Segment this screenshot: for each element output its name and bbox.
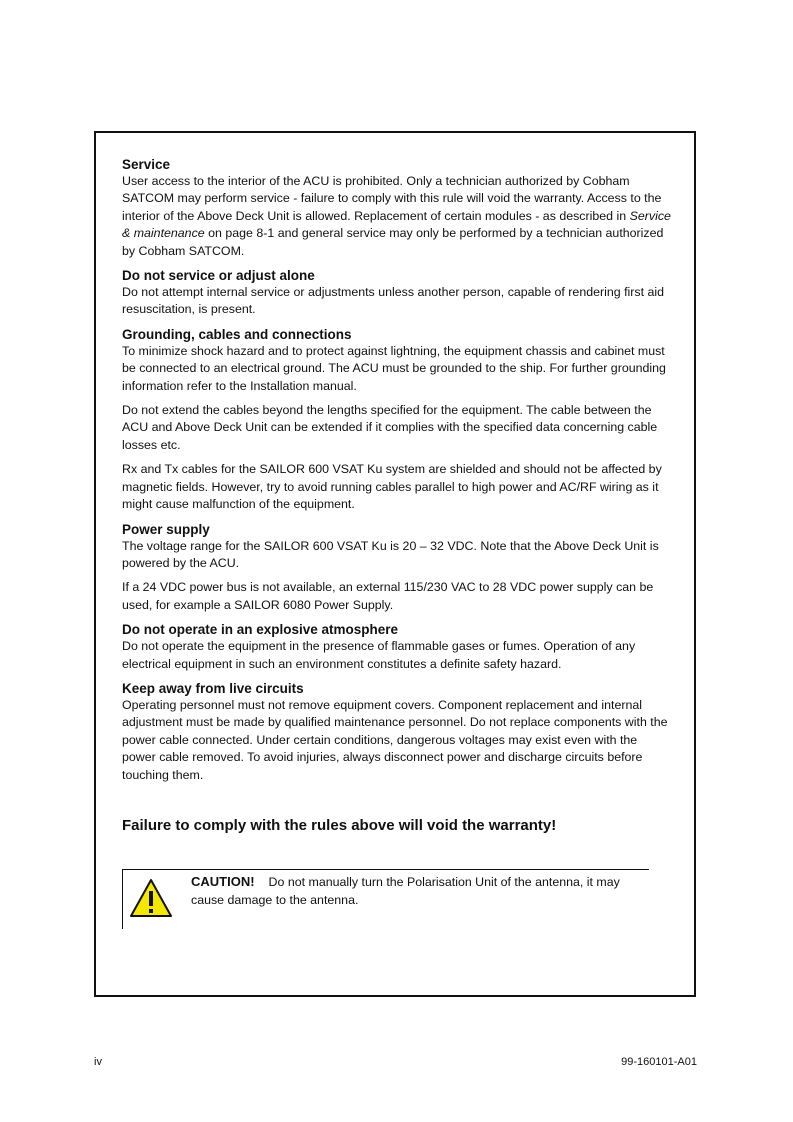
warranty-notice: Failure to comply with the rules above will void the warranty! <box>122 817 557 834</box>
section-paragraph: Do not extend the cables beyond the lengths specified for the equipment. The cable between the ACU and Above Deck Unit can be extended if it complies with the specified data concerning cable losses etc. <box>122 403 658 452</box>
caution-message <box>191 873 636 909</box>
warning-triangle-icon <box>129 878 173 918</box>
section-paragraph: To minimize shock hazard and to protect against lightning, the equipment chassis and cabinet must be connected to an electrical ground. The ACU must be grounded to the ship. For further grounding information refer to the Installation manual. <box>122 343 666 393</box>
paragraph-text: on page 8-1 and general service may only be performed by a technician authorized by Cobham SATCOM. <box>122 226 664 258</box>
section-heading: Keep away from live circuits <box>122 680 304 696</box>
document-number: 99-160101-A01 <box>621 1056 697 1068</box>
section-do-not-service-alone <box>122 267 674 319</box>
section-paragraph: Do not attempt internal service or adjustments unless another person, capable of rendering first aid resuscitation, is present. <box>122 285 665 317</box>
section-power-supply <box>122 521 674 615</box>
section-live-circuits <box>122 680 674 784</box>
section-heading: Grounding, cables and connections <box>122 326 352 342</box>
safety-content <box>122 156 674 791</box>
page-number: iv <box>94 1056 102 1068</box>
section-heading: Power supply <box>122 521 210 537</box>
section-heading: Do not service or adjust alone <box>122 268 315 284</box>
section-paragraph: Do not operate the equipment in the presence of flammable gases or fumes. Operation of any electrical equipment in such an environment constitutes a definite safety hazard. <box>122 639 636 671</box>
caution-box <box>122 869 649 929</box>
cross-reference-link: Service & maintenance <box>122 208 671 241</box>
paragraph-text: User access to the interior of the ACU is prohibited. Only a technician authorized by Cobham SATCOM may perform service - failure to comply with this rule will void the warranty. Access to the interior of the Above Deck Unit is allowed. Replacement of certain modules - as described in <box>122 174 662 223</box>
section-service <box>122 156 674 260</box>
caution-label: CAUTION! <box>191 874 255 889</box>
section-grounding <box>122 326 674 514</box>
section-explosive-atmosphere <box>122 621 674 673</box>
section-paragraph <box>122 173 674 260</box>
section-paragraph: The voltage range for the SAILOR 600 VSAT Ku is 20 – 32 VDC. Note that the Above Deck Unit is powered by the ACU. <box>122 538 659 570</box>
section-paragraph: Rx and Tx cables for the SAILOR 600 VSAT Ku system are shielded and should not be affected by magnetic fields. However, try to avoid running cables parallel to high power and AC/RF wiring as it might cause malfunction of the equipment. <box>122 462 662 512</box>
section-heading: Service <box>122 157 171 172</box>
section-paragraph: Operating personnel must not remove equipment covers. Component replacement and internal adjustment must be made by qualified maintenance personnel. Do not replace components with the power cable connected. Under certain conditions, dangerous voltages may exist even with the power cable removed. To avoid injuries, always disconnect power and discharge circuits before touching them. <box>122 697 668 782</box>
section-heading: Do not operate in an explosive atmosphere <box>122 622 399 638</box>
section-paragraph: If a 24 VDC power bus is not available, an external 115/230 VAC to 28 VDC power supply can be used, for example a SAILOR 6080 Power Supply. <box>122 580 654 612</box>
caution-text: Do not manually turn the Polarisation Unit of the antenna, it may cause damage to the antenna. <box>191 875 620 907</box>
